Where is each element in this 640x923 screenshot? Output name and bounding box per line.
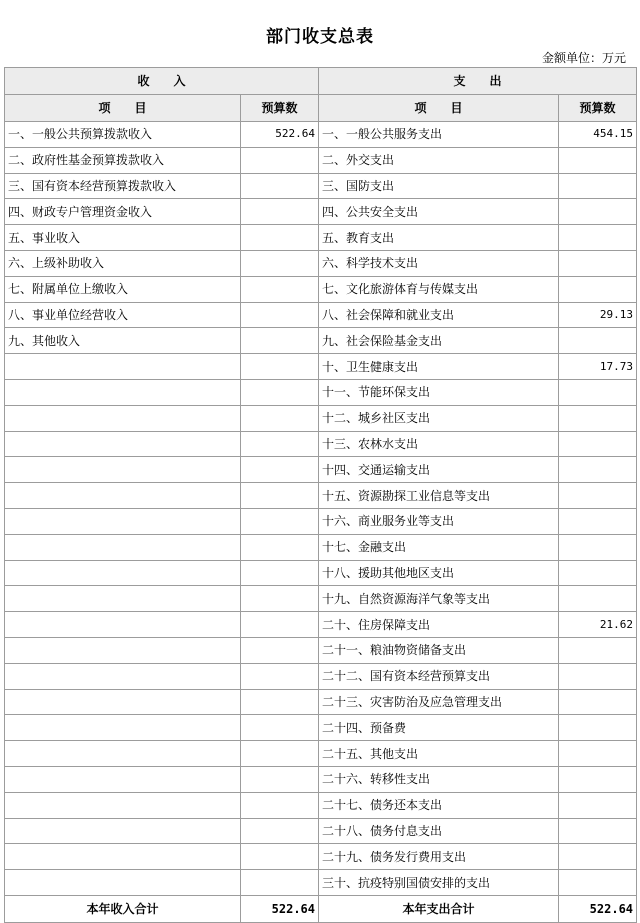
income-amount-cell (241, 612, 319, 638)
table-row (5, 379, 637, 405)
expense-item-cell: 九、社会保险基金支出 (319, 328, 559, 354)
table-row (5, 844, 637, 870)
expense-item-cell: 四、公共安全支出 (319, 199, 559, 225)
expense-amount-cell (559, 405, 637, 431)
expense-amount-cell (559, 328, 637, 354)
table-row (5, 225, 637, 251)
expense-item-cell: 二十二、国有资本经营预算支出 (319, 663, 559, 689)
expense-amount-cell (559, 431, 637, 457)
income-item-cell (5, 612, 241, 638)
income-item-cell: 三、国有资本经营预算拨款收入 (5, 173, 241, 199)
income-amount-cell (241, 689, 319, 715)
income-item-cell (5, 637, 241, 663)
income-budget-header: 预算数 (241, 95, 319, 122)
income-item-cell (5, 457, 241, 483)
expense-item-cell: 十一、节能环保支出 (319, 379, 559, 405)
expense-amount-cell (559, 457, 637, 483)
table-row (5, 534, 637, 560)
income-amount-cell (241, 302, 319, 328)
expense-amount-cell (559, 534, 637, 560)
table-row (5, 741, 637, 767)
table-row (5, 483, 637, 509)
expense-amount-cell (559, 560, 637, 586)
income-item-cell (5, 741, 241, 767)
expense-section-header: 支 出 (319, 68, 637, 95)
table-row (5, 328, 637, 354)
expense-amount-cell (559, 508, 637, 534)
income-amount-cell (241, 457, 319, 483)
table-row (5, 792, 637, 818)
expense-item-cell: 十、卫生健康支出 (319, 354, 559, 380)
income-amount-cell: 522.64 (241, 122, 319, 148)
income-amount-cell (241, 792, 319, 818)
table-row (5, 637, 637, 663)
expense-item-cell: 二十三、灾害防治及应急管理支出 (319, 689, 559, 715)
table-row (5, 689, 637, 715)
table-row (5, 586, 637, 612)
expense-item-cell: 十八、援助其他地区支出 (319, 560, 559, 586)
income-item-cell: 八、事业单位经营收入 (5, 302, 241, 328)
expense-amount-cell (559, 870, 637, 896)
expense-item-cell: 六、科学技术支出 (319, 250, 559, 276)
income-amount-cell (241, 225, 319, 251)
table-row (5, 560, 637, 586)
income-amount-cell (241, 405, 319, 431)
income-item-cell: 九、其他收入 (5, 328, 241, 354)
income-item-cell: 一、一般公共预算拨款收入 (5, 122, 241, 148)
income-item-cell (5, 766, 241, 792)
income-amount-cell (241, 637, 319, 663)
table-row (5, 663, 637, 689)
expense-amount-cell (559, 147, 637, 173)
expense-amount-cell (559, 663, 637, 689)
table-row (5, 508, 637, 534)
expense-amount-cell (559, 276, 637, 302)
table-row (5, 818, 637, 844)
income-item-cell (5, 560, 241, 586)
table-row (5, 457, 637, 483)
expense-amount-cell (559, 818, 637, 844)
income-amount-cell (241, 276, 319, 302)
expense-amount-cell: 17.73 (559, 354, 637, 380)
income-item-cell: 七、附属单位上缴收入 (5, 276, 241, 302)
expense-amount-cell: 454.15 (559, 122, 637, 148)
column-header-row (5, 95, 637, 122)
income-amount-cell (241, 844, 319, 870)
budget-table-body (5, 68, 637, 896)
table-row (5, 173, 637, 199)
income-item-cell (5, 431, 241, 457)
table-row (5, 405, 637, 431)
income-amount-cell (241, 766, 319, 792)
expense-amount-cell (559, 715, 637, 741)
income-amount-cell (241, 250, 319, 276)
income-amount-cell (241, 586, 319, 612)
table-row (5, 276, 637, 302)
table-row (5, 715, 637, 741)
expense-amount-cell: 21.62 (559, 612, 637, 638)
expense-amount-cell (559, 379, 637, 405)
expense-item-header: 项 目 (319, 95, 559, 122)
expense-item-cell: 二十六、转移性支出 (319, 766, 559, 792)
expense-item-cell: 十二、城乡社区支出 (319, 405, 559, 431)
income-amount-cell (241, 199, 319, 225)
unit-label: 金额单位：万元 (541, 51, 626, 65)
expense-item-cell: 三十、抗疫特别国债安排的支出 (319, 870, 559, 896)
income-amount-cell (241, 870, 319, 896)
expense-item-cell: 七、文化旅游体育与传媒支出 (319, 276, 559, 302)
expense-item-cell: 二十七、债务还本支出 (319, 792, 559, 818)
income-item-cell (5, 792, 241, 818)
income-item-cell (5, 586, 241, 612)
income-item-cell (5, 844, 241, 870)
income-item-header: 项 目 (5, 95, 241, 122)
income-item-cell (5, 405, 241, 431)
income-amount-cell (241, 431, 319, 457)
income-item-cell (5, 379, 241, 405)
expense-item-cell: 二十一、粮油物资储备支出 (319, 637, 559, 663)
income-item-cell (5, 663, 241, 689)
section-header-row (5, 68, 637, 95)
expense-amount-cell (559, 689, 637, 715)
expense-amount-cell (559, 586, 637, 612)
expense-item-cell: 一、一般公共服务支出 (319, 122, 559, 148)
expense-item-cell: 二十九、债务发行费用支出 (319, 844, 559, 870)
table-row (5, 199, 637, 225)
income-item-cell (5, 818, 241, 844)
expense-budget-header: 预算数 (559, 95, 637, 122)
expense-amount-cell: 29.13 (559, 302, 637, 328)
income-item-cell (5, 354, 241, 380)
expense-amount-cell (559, 637, 637, 663)
income-item-cell (5, 715, 241, 741)
expense-total-label: 本年支出合计 (319, 895, 559, 922)
income-amount-cell (241, 483, 319, 509)
expense-item-cell: 十三、农林水支出 (319, 431, 559, 457)
expense-amount-cell (559, 225, 637, 251)
income-item-cell (5, 870, 241, 896)
income-item-cell: 五、事业收入 (5, 225, 241, 251)
expense-item-cell: 二十、住房保障支出 (319, 612, 559, 638)
income-amount-cell (241, 354, 319, 380)
expense-item-cell: 十四、交通运输支出 (319, 457, 559, 483)
totals-row (5, 895, 637, 922)
expense-item-cell: 五、教育支出 (319, 225, 559, 251)
income-amount-cell (241, 328, 319, 354)
income-total-amount: 522.64 (241, 895, 319, 922)
expense-item-cell: 二十五、其他支出 (319, 741, 559, 767)
page-title: 部门收支总表 (266, 27, 374, 47)
expense-item-cell: 十五、资源勘探工业信息等支出 (319, 483, 559, 509)
income-item-cell (5, 689, 241, 715)
expense-item-cell: 八、社会保障和就业支出 (319, 302, 559, 328)
income-amount-cell (241, 741, 319, 767)
table-row (5, 302, 637, 328)
income-total-label: 本年收入合计 (5, 895, 241, 922)
table-row (5, 766, 637, 792)
expense-amount-cell (559, 483, 637, 509)
table-row (5, 122, 637, 148)
income-item-cell: 二、政府性基金预算拨款收入 (5, 147, 241, 173)
table-row (5, 250, 637, 276)
income-amount-cell (241, 173, 319, 199)
income-amount-cell (241, 818, 319, 844)
table-row (5, 354, 637, 380)
income-item-cell: 六、上级补助收入 (5, 250, 241, 276)
expense-item-cell: 二十八、债务付息支出 (319, 818, 559, 844)
budget-table (4, 67, 637, 923)
expense-item-cell: 三、国防支出 (319, 173, 559, 199)
expense-amount-cell (559, 250, 637, 276)
expense-item-cell: 二十四、预备费 (319, 715, 559, 741)
income-amount-cell (241, 534, 319, 560)
income-item-cell: 四、财政专户管理资金收入 (5, 199, 241, 225)
income-item-cell (5, 483, 241, 509)
income-item-cell (5, 534, 241, 560)
income-amount-cell (241, 508, 319, 534)
expense-amount-cell (559, 766, 637, 792)
expense-amount-cell (559, 792, 637, 818)
expense-amount-cell (559, 173, 637, 199)
expense-item-cell: 十九、自然资源海洋气象等支出 (319, 586, 559, 612)
income-amount-cell (241, 147, 319, 173)
income-amount-cell (241, 663, 319, 689)
table-row (5, 612, 637, 638)
income-item-cell (5, 508, 241, 534)
table-row (5, 431, 637, 457)
table-row (5, 870, 637, 896)
table-row (5, 147, 637, 173)
expense-total-amount: 522.64 (559, 895, 637, 922)
expense-amount-cell (559, 844, 637, 870)
expense-amount-cell (559, 741, 637, 767)
income-amount-cell (241, 560, 319, 586)
expense-amount-cell (559, 199, 637, 225)
income-amount-cell (241, 715, 319, 741)
expense-item-cell: 二、外交支出 (319, 147, 559, 173)
income-section-header: 收 入 (5, 68, 319, 95)
expense-item-cell: 十七、金融支出 (319, 534, 559, 560)
expense-item-cell: 十六、商业服务业等支出 (319, 508, 559, 534)
income-amount-cell (241, 379, 319, 405)
